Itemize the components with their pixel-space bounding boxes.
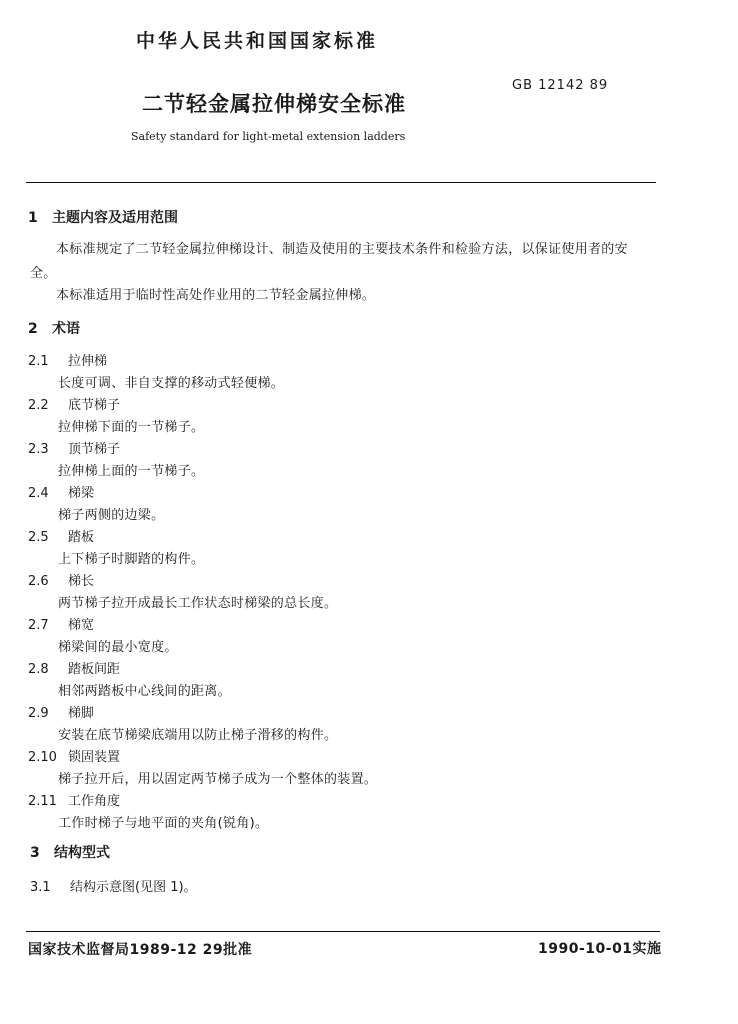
term-heading [28,394,120,413]
term-name: 梯宽 [68,618,95,633]
term-number: 2.5 [28,530,49,545]
term-number: 2.11 [28,794,57,809]
section-1-heading [28,207,178,227]
term-number: 2.9 [28,706,49,721]
term-definition: 安装在底节梯梁底端用以防止梯子滑移的构件。 [58,728,338,743]
section-3-item [30,876,197,895]
term-name: 拉伸梯 [68,354,108,369]
header-divider [26,182,656,183]
term-name: 梯脚 [68,706,95,721]
term-name: 踏板间距 [68,662,121,677]
term-heading [28,658,120,677]
term-number: 2.1 [28,354,49,369]
term-number: 2.10 [28,750,57,765]
effective-date: 1990-10-01实施 [538,941,662,957]
term-definition: 长度可调、非自支撑的移动式轻便梯。 [58,376,285,391]
term-heading [28,614,94,633]
term-definition: 上下梯子时脚踏的构件。 [58,552,205,567]
term-heading [28,438,120,457]
section-2-heading [28,318,80,338]
term-name: 底节梯子 [68,398,121,413]
section-1-title: 主题内容及适用范围 [52,210,178,226]
term-heading [28,746,120,765]
term-definition: 工作时梯子与地平面的夹角(锐角)。 [58,816,269,831]
section-1-number: 1 [28,210,38,226]
term-heading [28,702,94,721]
term-name: 踏板 [68,530,95,545]
standard-number: GB 12142 89 [512,78,609,93]
term-definition: 相邻两踏板中心线间的距离。 [58,684,231,699]
national-standard-title: 中华人民共和国国家标准 [136,30,379,52]
section-3-number: 3 [30,845,40,861]
term-name: 梯梁 [68,486,95,501]
term-number: 2.3 [28,442,49,457]
section-3-heading [30,842,110,862]
section-1-para-1-line-2: 全。 [30,266,57,281]
term-definition: 梯梁间的最小宽度。 [58,640,178,655]
document-title: 二节轻金属拉伸梯安全标准 [142,92,406,116]
term-heading [28,790,120,809]
footer-divider [26,931,660,932]
term-name: 锁固装置 [68,750,121,765]
term-number: 2.7 [28,618,49,633]
term-name: 顶节梯子 [68,442,121,457]
term-number: 2.2 [28,398,49,413]
section-3-title: 结构型式 [54,845,110,861]
term-number: 2.6 [28,574,49,589]
term-definition: 梯子拉开后，用以固定两节梯子成为一个整体的装置。 [58,772,378,787]
section-2-title: 术语 [52,321,80,337]
term-heading [28,350,107,369]
term-name: 工作角度 [68,794,121,809]
term-definition: 两节梯子拉开成最长工作状态时梯梁的总长度。 [58,596,338,611]
section-1-para-1-line-1: 本标准规定了二节轻金属拉伸梯设计、制造及使用的主要技术条件和检验方法，以保证使用者的安 [56,242,628,257]
section-2-number: 2 [28,321,38,337]
term-heading [28,526,94,545]
item-text: 结构示意图(见图 1)。 [70,880,197,895]
document-subtitle-english: Safety standard for light-metal extension ladders [131,130,406,143]
term-number: 2.8 [28,662,49,677]
term-definition: 拉伸梯上面的一节梯子。 [58,464,205,479]
term-name: 梯长 [68,574,95,589]
term-definition: 拉伸梯下面的一节梯子。 [58,420,205,435]
approval-date: 国家技术监督局1989-12 29批准 [28,942,253,958]
item-number: 3.1 [30,880,51,895]
term-definition: 梯子两侧的边梁。 [58,508,165,523]
term-heading [28,482,94,501]
section-1-para-2: 本标准适用于临时性高处作业用的二节轻金属拉伸梯。 [56,288,376,303]
term-number: 2.4 [28,486,49,501]
term-heading [28,570,94,589]
